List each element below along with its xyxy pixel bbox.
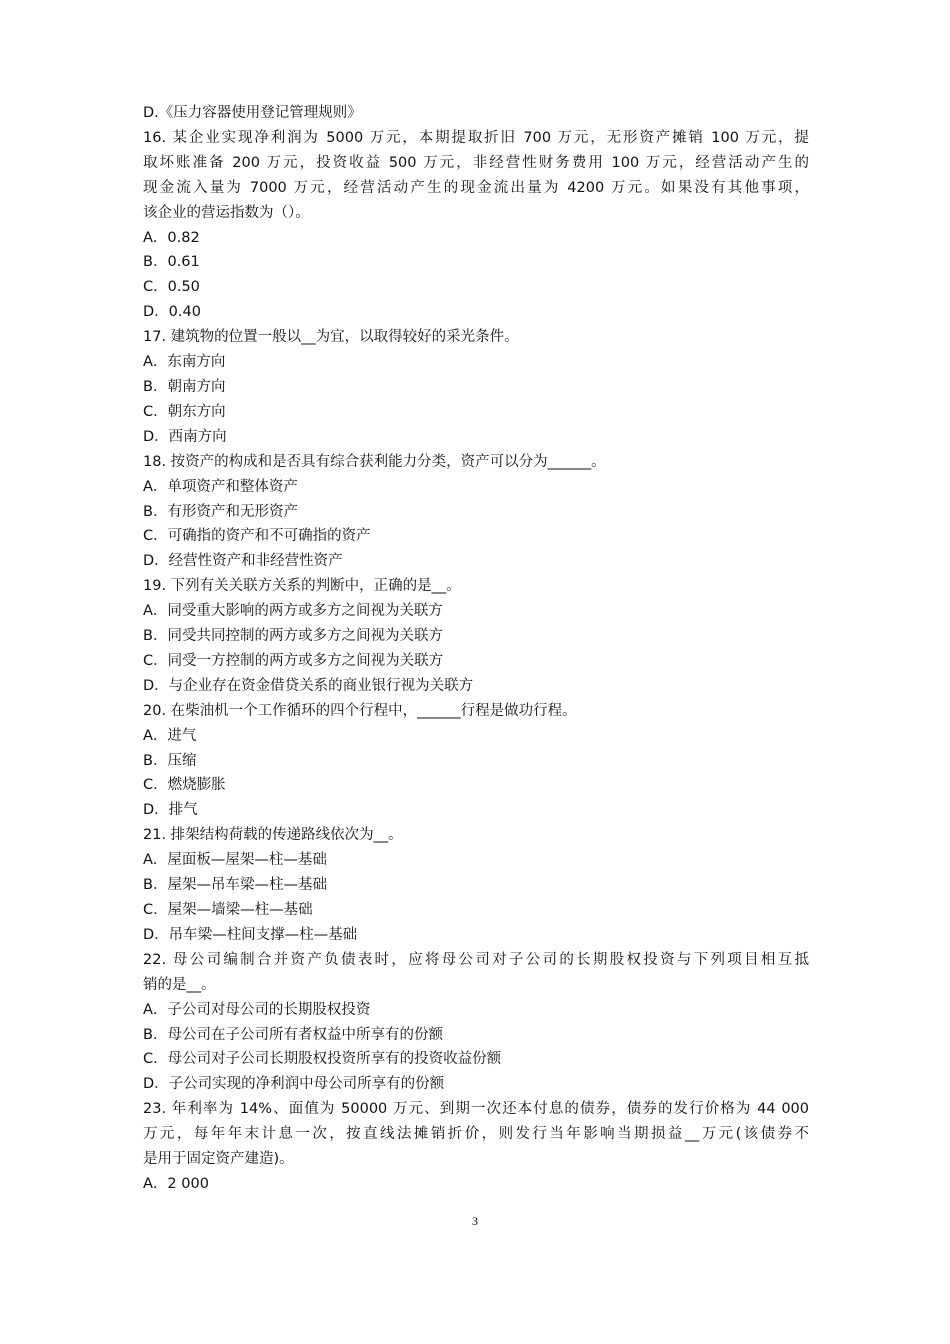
text-line: 取坏账准备 200 万元，投资收益 500 万元，非经营性财务费用 100 万元，经营活动产生的 <box>143 154 809 171</box>
text-line: A．屋面板—屋架—柱—基础 <box>143 852 327 869</box>
text-line: D．与企业存在资金借贷关系的商业银行视为关联方 <box>143 677 474 694</box>
text-line: B．有形资产和无形资产 <box>143 503 298 520</box>
text-line: 18. 按资产的构成和是否具有综合获利能力分类，资产可以分为______。 <box>143 453 606 470</box>
page-number: 3 <box>472 1214 478 1228</box>
text-line: C．屋架—墙梁—柱—基础 <box>143 902 313 918</box>
text-line: C．0.50 <box>143 279 200 296</box>
text-line: C．同受一方控制的两方或多方之间视为关联方 <box>143 652 444 669</box>
text-line: A．0.82 <box>143 229 200 246</box>
text-line: 21. 排架结构荷载的传递路线依次为__。 <box>143 827 403 844</box>
text-line: 19. 下列有关关联方关系的判断中，正确的是__。 <box>143 578 461 595</box>
text-line: 16. 某企业实现净利润为 5000 万元，本期提取折旧 700 万元，无形资产摊销 100 万元，提 <box>143 129 809 146</box>
text-line: D．西南方向 <box>143 428 227 445</box>
text-line: 17. 建筑物的位置一般以__为宜，以取得较好的采光条件。 <box>143 329 519 346</box>
text-line: D．经营性资产和非经营性资产 <box>143 553 343 570</box>
text-line: B．朝南方向 <box>143 378 226 395</box>
text-line: C．母公司对子公司长期股权投资所享有的投资收益份额 <box>143 1051 502 1068</box>
text-line: A．东南方向 <box>143 354 226 371</box>
text-line: A．同受重大影响的两方或多方之间视为关联方 <box>143 603 443 620</box>
text-line: B．压缩 <box>143 752 197 769</box>
text-line: A．2 000 <box>143 1175 209 1192</box>
text-line: B．同受共同控制的两方或多方之间视为关联方 <box>143 628 443 645</box>
text-line: 20. 在柴油机一个工作循环的四个行程中，______行程是做功行程。 <box>143 702 577 719</box>
text-line: D．子公司实现的净利润中母公司所享有的份额 <box>143 1076 445 1093</box>
text-line: C．朝东方向 <box>143 403 226 420</box>
text-line: 万元，每年年末计息一次，按直线法摊销折价，则发行当年影响当期损益__万元(该债券不 <box>143 1126 809 1143</box>
text-line: 现金流入量为 7000 万元，经营活动产生的现金流出量为 4200 万元。如果没有其他事项， <box>143 179 809 196</box>
page-content <box>143 101 809 1197</box>
text-line: A．子公司对母公司的长期股权投资 <box>143 1001 371 1018</box>
text-line: A．单项资产和整体资产 <box>143 478 298 495</box>
text-line: D．0.40 <box>143 304 201 321</box>
text-line: A．进气 <box>143 727 197 744</box>
text-line: D.《压力容器使用登记管理规则》 <box>143 105 362 121</box>
text-line: 是用于固定资产建造)。 <box>143 1151 294 1168</box>
text-line: B．屋架—吊车梁—柱—基础 <box>143 877 327 894</box>
text-line: 22. 母公司编制合并资产负债表时，应将母公司对子公司的长期股权投资与下列项目相互抵 <box>143 951 809 968</box>
text-line: C．可确指的资产和不可确指的资产 <box>143 528 371 545</box>
text-line: B．母公司在子公司所有者权益中所享有的份额 <box>143 1026 443 1043</box>
text-line: 销的是__。 <box>143 976 216 993</box>
text-line: 该企业的营运指数为（）。 <box>143 204 310 221</box>
text-line: D．吊车梁—柱间支撑—柱—基础 <box>143 926 358 943</box>
text-line: 23. 年利率为 14%、面值为 50000 万元、到期一次还本付息的债券，债券的发行价格为 44 000 <box>143 1101 809 1118</box>
text-line: C．燃烧膨胀 <box>143 777 226 794</box>
text-line: B．0.61 <box>143 254 200 271</box>
text-line: D．排气 <box>143 802 198 819</box>
